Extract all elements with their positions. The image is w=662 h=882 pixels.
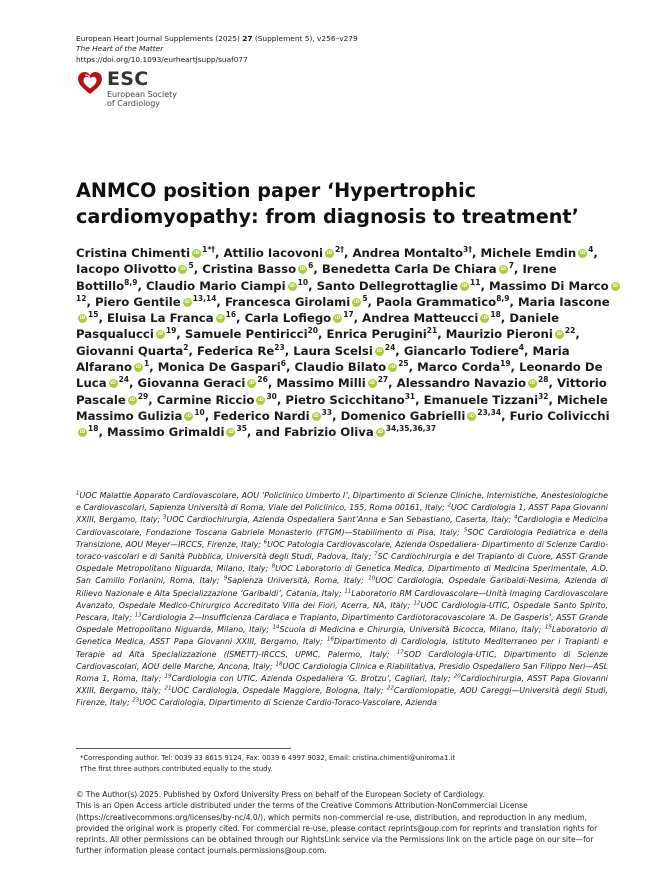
orcid-icon[interactable] (325, 249, 334, 258)
author-affiliation-marker: 10 (194, 408, 205, 418)
author-name: Andrea Matteucci (362, 311, 479, 326)
author-separator: , (129, 376, 138, 391)
affiliation-text: UOC Cardiologia, Ospedale Garibaldi-Nesima, Azienda di Rilievo Nazionale e Alta Specializzazione ‘Garibaldi’, Catania, Italy; (76, 576, 608, 598)
orcid-icon[interactable] (467, 412, 476, 421)
author-separator: , (415, 392, 424, 407)
orcid-icon[interactable] (368, 379, 377, 388)
orcid-icon[interactable] (78, 428, 87, 437)
author-name: Massimo Milli (276, 376, 366, 391)
esc-logo (76, 68, 196, 112)
author-affiliation-marker: 7 (508, 261, 514, 271)
orcid-icon[interactable] (312, 412, 321, 421)
affiliation-number: 12 (413, 600, 421, 607)
orcid-icon[interactable] (216, 314, 225, 323)
author-separator: , (510, 360, 520, 375)
author-entry (417, 360, 510, 374)
orcid-icon[interactable] (288, 282, 297, 291)
author-affiliation-marker: 1*† (202, 245, 215, 255)
affiliation-text: Scuola di Medicina e Chirurgia, Università Bicocca, Milano, Italy; (279, 625, 545, 635)
author-name: Furio Colivicchi (509, 408, 610, 423)
orcid-icon[interactable] (192, 249, 201, 258)
author-name: Claudio Mario Ciampi (145, 278, 286, 293)
author-entry (341, 409, 502, 423)
author-separator: , (204, 408, 214, 423)
author-name: Giovanni Quarta (76, 343, 184, 358)
affiliation-text: Dipartimento di Cardiologia, Istituto Mediterraneo per i Trapianti e Terapie ad Alta Specializzazione (ISMETT)-IRCCS, UPMC, Palermo, Italy; (76, 637, 608, 659)
author-affiliation-marker: 4 (518, 342, 524, 352)
author-name: Massimo Di Marco (488, 278, 609, 293)
author-separator: , (388, 376, 397, 391)
orcid-icon[interactable] (352, 298, 361, 307)
orcid-icon[interactable] (226, 428, 235, 437)
affiliation-text: Sapienza Università, Roma, Italy; (227, 576, 369, 586)
author-name: Pietro Scicchitano (285, 392, 405, 407)
author-separator: , and (246, 425, 285, 440)
author-name: Maria Iascone (518, 294, 610, 309)
author-name: Irene Bottillo (76, 262, 557, 293)
affiliation-number: 1 (76, 490, 80, 497)
author-name: Federico Nardi (213, 408, 310, 423)
author-separator: , (548, 376, 557, 391)
author-separator: , (367, 294, 377, 309)
author-affiliation-marker: 17 (343, 310, 354, 320)
author-name: Samuele Pentiricci (184, 327, 308, 342)
affiliation-text: UOC Cardiologia Clinica e Riabilitativa, Presidio Ospedaliero San Filippo Neri—ASL Roma 1, Roma, Italy; (76, 661, 608, 684)
author-separator: , (86, 294, 95, 309)
author-name: Michele Emdin (480, 246, 577, 260)
affiliation-text: Cardiochirurgia, ASST Papa Giovanni XXIII, Bergamo, Italy; (76, 674, 608, 696)
affiliation-text: Cardiologia con UTIC, Azienda Ospedaliera ‘G. Brotzu’, Cagliari, Italy; (171, 674, 454, 684)
affiliation-text: Cardiologia 2—Insufficienza Cardiaca e Trapianto, Dipartimento Cardiotoracovascolare ‘A. De Gasperis’, ASST Grande Ospedale Metropolitano Niguarda, Milano, Italy; (76, 613, 608, 635)
orcid-icon[interactable] (578, 249, 587, 258)
orcid-icon[interactable] (528, 379, 537, 388)
author-separator: , (353, 311, 363, 326)
orcid-icon[interactable] (247, 379, 256, 388)
esc-heart-icon (76, 69, 104, 97)
author-separator: , (480, 278, 489, 293)
orcid-icon[interactable] (178, 265, 187, 274)
author-affiliation-marker: 15 (88, 310, 99, 320)
author-entry (76, 246, 215, 260)
orcid-icon[interactable] (480, 314, 489, 323)
author-name: Carmine Riccio (156, 392, 255, 407)
author-separator: , (286, 360, 295, 375)
affiliation-text: Laboratorio RM Cardiovascolare—Unità Imaging Cardiovascolare Avanzato, Ospedale Medico-Chirurgico Accreditato Villa dei Fiori, Acerra, NA, Italy; (76, 588, 608, 610)
author-name: Piero Gentile (94, 294, 181, 309)
orcid-icon[interactable] (388, 363, 397, 372)
author-affiliation-marker: 25 (398, 359, 409, 369)
author-entry (107, 425, 247, 439)
author-separator: , (501, 408, 510, 423)
citation-post: (Supplement 5), v256–v279 (252, 34, 358, 43)
author-separator: , (267, 376, 277, 391)
footnotes (80, 753, 600, 775)
author-separator: , (548, 392, 558, 407)
author-separator: , (408, 360, 418, 375)
license-text: This is an Open Access article distributed under the terms of the Creative Commons Attribution-NonCommercial License (https://creativecommons.org/licenses/by-nc/4.0/), which permits non-commercial re-use, distribution, and reproduction in any medium, provided the original work is properly cited. For commercial re-use, please contact reprints@oup.com for reprints and translation rights for reprints. All other permissions can be obtained through our RightsLink service via the Permissions link on the article page on our site—for further information please contact journals.permissions@oup.com. (76, 801, 598, 856)
author-name: Federica Re (196, 343, 275, 358)
author-separator: , (509, 294, 519, 309)
author-affiliation-marker: 8,9 (124, 277, 138, 287)
author-affiliation-marker: 24 (384, 342, 396, 352)
author-separator: , (176, 327, 185, 342)
author-name: Monica De Gaspari (157, 360, 281, 375)
affiliation-text: SC Cardiochirurgia e del Trapianto di Cuore, ASST Grande Ospedale Metropolitano Niguarda, Milano, Italy; (76, 552, 608, 574)
author-separator: , (437, 327, 446, 342)
author-affiliation-marker: 16 (225, 310, 237, 320)
author-affiliation-marker: 28 (538, 375, 549, 385)
author-affiliation-marker: 6 (280, 359, 287, 369)
author-affiliation-marker: 21 (426, 326, 438, 336)
corresponding-author-note: *Corresponding author. Tel: 0039 33 8615 9124, Fax: 0039 6 4997 9032, Email: cristina.chimenti@uniroma1.it (80, 754, 455, 762)
author-affiliation-marker: 2† (335, 245, 344, 255)
author-affiliation-marker: 6 (308, 261, 314, 271)
affiliation-number: 2 (447, 502, 451, 509)
author-entry (424, 393, 549, 407)
author-name: Claudio Bilato (294, 360, 387, 375)
affiliation-number: 23 (132, 697, 140, 704)
affiliation-number: 7 (374, 551, 378, 558)
author-name: Vittorio Pascale (76, 376, 607, 407)
author-affiliation-marker: 10 (297, 277, 309, 287)
author-affiliation-marker: 3† (462, 245, 472, 255)
author-name: Michele Massimo Gulizia (76, 392, 608, 423)
author-entry (362, 311, 501, 325)
author-separator: , (513, 262, 523, 277)
affiliation-number: 17 (396, 649, 404, 656)
author-affiliation-marker: 22 (564, 326, 576, 336)
author-separator: , (332, 408, 341, 423)
author-name: Iacopo Olivotto (76, 262, 177, 277)
author-affiliation-marker: 13,14 (192, 294, 217, 303)
journal-name: The Heart of the Matter (76, 44, 164, 54)
affiliation-number: 9 (223, 575, 228, 582)
author-entry (293, 344, 395, 358)
author-name: Francesca Girolami (224, 294, 351, 309)
author-entry (317, 279, 481, 293)
author-separator: , (149, 360, 158, 375)
author-affiliation-marker: 29 (137, 391, 149, 401)
author-separator: , (215, 246, 224, 260)
author-affiliation-marker: 19 (500, 359, 511, 369)
author-affiliation-marker: 8,9 (496, 294, 510, 303)
author-entry (295, 360, 409, 374)
author-name: Cristina Basso (202, 262, 297, 277)
journal-citation (76, 34, 596, 44)
author-entry (397, 376, 549, 390)
author-name: Cristina Chimenti (76, 246, 191, 260)
author-separator: , (236, 311, 245, 326)
affiliation-number: 15 (544, 624, 552, 631)
article-title: ANMCO position paper ‘Hypertrophic cardiomyopathy: from diagnosis to treatment’ (76, 179, 579, 228)
author-entry (404, 344, 524, 358)
author-entry (185, 327, 318, 341)
author-entry (327, 327, 438, 341)
author-affiliation-marker: 18 (88, 424, 99, 434)
author-affiliation-marker: 1 (144, 359, 150, 369)
orcid-icon[interactable] (333, 314, 342, 323)
author-entry (138, 376, 268, 390)
author-affiliation-marker: 4 (588, 245, 594, 255)
author-entry (245, 311, 354, 325)
orcid-icon[interactable] (298, 265, 307, 274)
author-affiliation-marker: 26 (257, 375, 268, 385)
author-affiliation-marker: 11 (470, 277, 481, 287)
affiliation-text: Laboratorio di Genetica Medica, ASST Papa Giovanni XXIII, Bergamo, Italy; (76, 625, 608, 647)
author-affiliation-marker: 5 (188, 261, 194, 271)
author-name: Emanuele Tizzani (423, 392, 539, 407)
author-name: Maria Alfarano (76, 343, 570, 375)
author-affiliation-marker: 12 (76, 294, 87, 303)
doi-link[interactable]: https://doi.org/10.1093/eurheartjsupp/suaf077 (76, 54, 248, 64)
affiliation-number: 3 (163, 514, 167, 521)
author-entry (95, 295, 216, 309)
affiliation-number: 16 (326, 636, 334, 643)
affiliation-number: 10 (368, 575, 376, 582)
author-name: Carla Lofiego (244, 311, 332, 326)
orcid-icon[interactable] (376, 428, 385, 437)
affiliation-text: UOC Cardiologia, Dipartimento di Scienze Cardio-Toraco-Vascolare, Azienda (139, 698, 437, 708)
affiliation-text: UOC Patologia Cardiovascolare, Azienda Ospedaliera- Dipartimento di Scienze Cardio-toraco-vascolari e di Sanità Pubblica, Università degli Studi, Padova, Italy; (76, 539, 608, 562)
author-affiliation-marker: 31 (404, 391, 416, 401)
affiliation-text: UOC Cardiologia-UTIC, Ospedale Santo Spirito, Pescara, Italy; (76, 600, 608, 623)
orcid-icon[interactable] (109, 379, 118, 388)
affiliation-text: Cardiomiopatie, AOU Careggi—Università degli Studi, Firenze, Italy; (76, 686, 608, 708)
affiliation-number: 11 (344, 588, 352, 594)
author-separator: , (344, 246, 353, 260)
author-entry (225, 295, 368, 309)
orcid-icon[interactable] (156, 330, 165, 339)
author-separator: , (523, 343, 533, 358)
author-separator: , (98, 425, 107, 440)
author-separator: , (216, 294, 225, 309)
author-affiliation-marker: 5 (362, 294, 368, 303)
author-separator: , (193, 262, 203, 277)
author-entry (157, 393, 277, 407)
author-name: Andrea Montalto (352, 246, 463, 260)
orcid-icon[interactable] (184, 412, 193, 421)
author-separator: , (98, 311, 107, 326)
author-entry (158, 360, 286, 374)
author-entry (285, 393, 415, 407)
author-entry (353, 246, 472, 260)
author-name: Marco Corda (417, 360, 501, 375)
author-separator: , (308, 278, 317, 293)
author-name: Daniele Pasqualucci (76, 311, 560, 342)
affiliation-text: UOC Laboratorio di Genetica Medica, Dipartimento di Medicina Sperimentale, A.O. San Camillo Forlanini, Roma, Italy; (76, 564, 608, 586)
esc-society-name (107, 90, 177, 109)
orcid-icon[interactable] (460, 282, 469, 291)
orcid-icon[interactable] (611, 282, 620, 291)
citation-volume: 27 (242, 34, 253, 43)
author-affiliation-marker: 27 (377, 375, 389, 385)
author-separator: , (137, 278, 146, 293)
author-separator: , (188, 343, 197, 358)
author-entry (76, 344, 188, 358)
affiliation-text: UOC Malattie Apparato Cardiovascolare, AOU ‘Policlinico Umberto I’, Dipartimento di Scienze Cliniche, Internistiche, Anestesiologiche e Cardiovascolari, Sapienza Università di Roma, Viale del Policlinico, 155, Roma 00161, Italy; (76, 491, 608, 513)
author-separator: , (471, 246, 481, 260)
orcid-icon[interactable] (183, 298, 192, 307)
orcid-icon[interactable] (78, 314, 87, 323)
copyright-line: © The Author(s) 2025. Published by Oxford University Press on behalf of the European Society of Cardiology. (76, 790, 485, 799)
citation-pre: European Heart Journal Supplements (2025) (76, 34, 243, 43)
orcid-icon[interactable] (499, 265, 508, 274)
author-name: Benedetta Carla De Chiara (321, 262, 497, 277)
author-affiliation-marker: 23 (274, 342, 285, 352)
author-separator: , (395, 343, 404, 358)
affiliation-number: 5 (463, 526, 468, 533)
author-separator: , (276, 392, 286, 407)
author-affiliation-marker: 19 (165, 326, 177, 336)
author-separator: , (318, 327, 327, 342)
author-name: Paola Grammatico (376, 294, 497, 309)
author-name: Enrica Perugini (326, 327, 427, 342)
author-affiliation-marker: 34,35,36,37 (385, 424, 437, 434)
author-entry (146, 279, 308, 293)
esc-society-line-2: of Cardiology (107, 99, 161, 109)
author-entry (376, 295, 509, 309)
author-entry (284, 425, 436, 439)
author-entry (480, 246, 593, 260)
affiliation-number: 14 (272, 624, 280, 631)
author-name: Eluisa La Franca (106, 311, 214, 326)
author-affiliation-marker: 24 (118, 375, 130, 385)
author-list (76, 245, 621, 441)
author-entry (197, 344, 285, 358)
author-affiliation-marker: 18 (490, 310, 501, 320)
author-separator: , (313, 262, 322, 277)
esc-abbreviation: ESC (107, 68, 149, 90)
author-affiliation-marker: 35 (236, 424, 247, 434)
author-separator: , (148, 392, 157, 407)
journal-header (76, 34, 596, 65)
author-affiliation-marker: 33 (321, 408, 333, 418)
author-name: Attilio Iacovoni (223, 246, 324, 260)
author-separator: , (500, 311, 510, 326)
affiliation-number: 4 (514, 514, 518, 521)
author-name: Maurizio Pieroni (445, 327, 553, 342)
equal-contribution-note: †The first three authors contributed equally to the study. (80, 765, 273, 774)
affiliation-number: 20 (453, 673, 461, 680)
author-entry (202, 262, 313, 276)
affiliation-number: 13 (134, 612, 142, 619)
author-separator: , (593, 246, 598, 260)
author-name: Laura Scelsi (293, 343, 373, 358)
affiliation-number: 22 (386, 685, 394, 692)
affiliations (76, 490, 608, 734)
author-entry (213, 409, 332, 423)
affiliation-text: SOD Cardiologia-UTIC, Dipartimento di Scienze Cardiovascolari, AOU delle Marche, Ancona, Italy; (76, 649, 608, 671)
author-affiliation-marker: 2 (183, 342, 189, 352)
affiliation-text: Cardiologia e Medicina Cardiovascolare, Fondazione Toscana Gabriele Monasterio (FTGM)—Stabilimento di Pisa, Italy; (76, 515, 608, 537)
author-entry (446, 327, 576, 341)
affiliation-number: 8 (271, 563, 276, 570)
orcid-icon[interactable] (555, 330, 564, 339)
author-entry (76, 262, 194, 276)
affiliation-text: UOC Cardiologia 1, ASST Papa Giovanni XXIII, Bergamo, Italy; (76, 503, 608, 525)
author-name: Giovanna Geraci (137, 376, 246, 391)
orcid-icon[interactable] (134, 363, 143, 372)
author-name: Massimo Grimaldi (106, 425, 225, 440)
author-affiliation-marker: 32 (538, 391, 549, 401)
affiliation-text: UOC Cardiologia, Ospedale Maggiore, Bologna, Italy; (171, 686, 387, 696)
author-name: Leonardo De Luca (76, 360, 603, 391)
author-affiliation-marker: 30 (266, 391, 277, 401)
orcid-icon[interactable] (256, 396, 265, 405)
author-entry (322, 262, 514, 276)
author-name: Santo Dellegrottaglie (316, 278, 459, 293)
affiliation-number: 18 (275, 661, 283, 668)
footnote-divider (76, 748, 291, 749)
author-entry (107, 311, 236, 325)
author-separator: , (575, 327, 580, 342)
esc-society-line-1: European Society (107, 90, 178, 99)
license-block (76, 789, 616, 857)
author-affiliation-marker: 20 (307, 326, 319, 336)
author-name: Giancarlo Todiere (403, 343, 519, 358)
orcid-icon[interactable] (128, 396, 137, 405)
author-name: Fabrizio Oliva (284, 425, 374, 440)
orcid-icon[interactable] (375, 347, 384, 356)
author-name: Domenico Gabrielli (340, 408, 466, 423)
affiliation-text: SOC Cardiologia Pediatrica e della Transizione, AOU Meyer—IRCCS, Firenze, Italy; (76, 527, 608, 549)
affiliation-number: 21 (164, 685, 172, 692)
author-entry (276, 376, 388, 390)
author-affiliation-marker: 23,34 (477, 408, 502, 418)
affiliation-text: UOC Cardiochirurgia, Azienda Ospedaliera Sant’Anna e San Sebastiano, Caserta, Italy; (166, 515, 515, 525)
author-separator: , (284, 343, 294, 358)
affiliation-number: 6 (263, 539, 268, 546)
affiliation-number: 19 (164, 673, 172, 680)
author-name: Alessandro Navazio (396, 376, 527, 391)
author-entry (224, 246, 344, 260)
